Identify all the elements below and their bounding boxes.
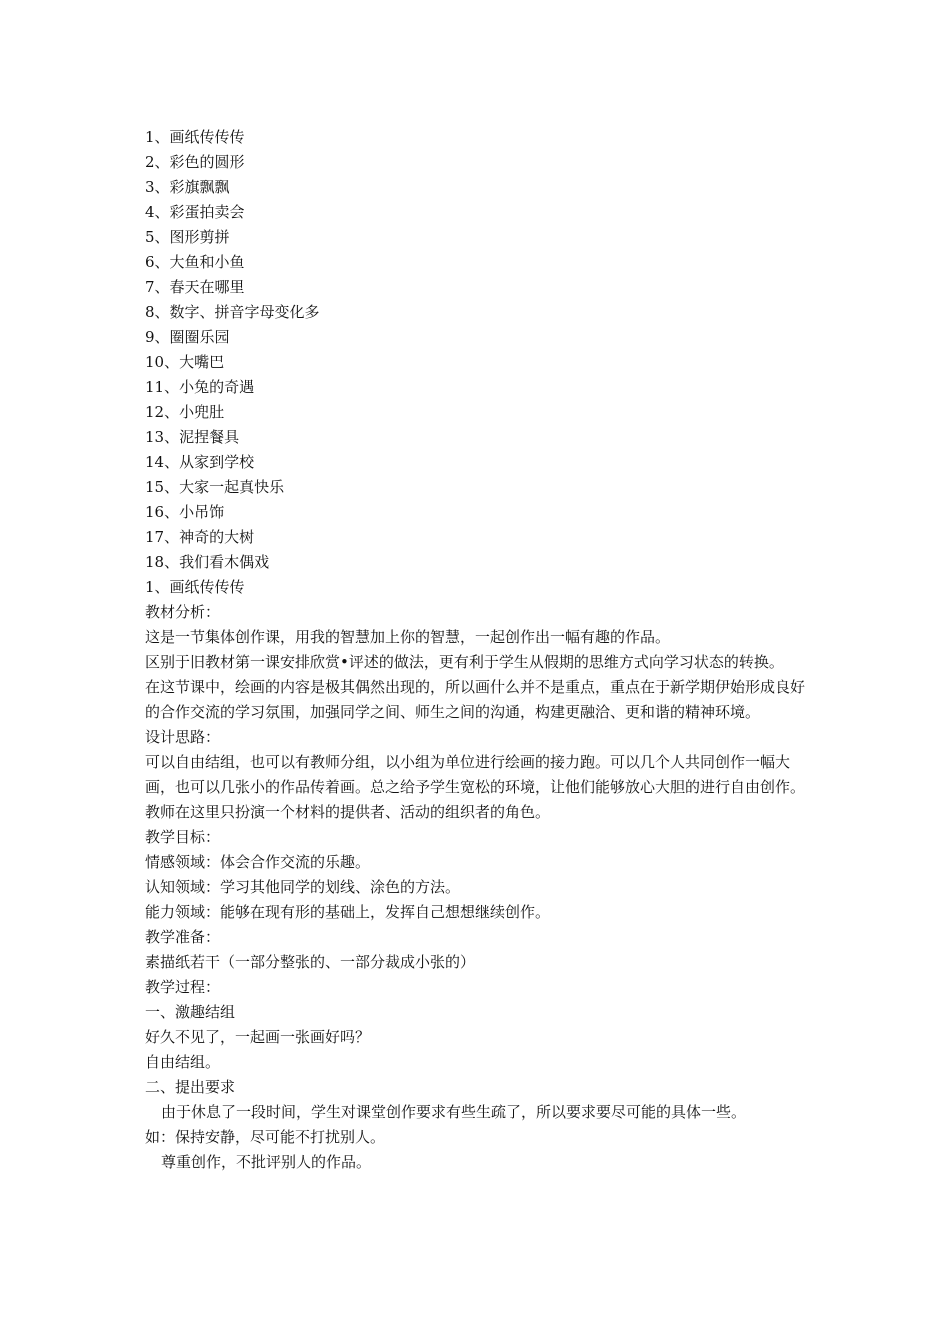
prep-item: 素描纸若干（一部分整张的、一部分裁成小张的） — [145, 953, 476, 971]
step-heading: 二、提出要求 — [145, 1078, 236, 1096]
toc-item: 15、大家一起真快乐 — [145, 478, 285, 496]
analysis-heading: 教材分析： — [145, 603, 221, 621]
lesson-title: 1、画纸传传传 — [145, 578, 245, 596]
goal-ability: 能力领域：能够在现有形的基础上，发挥自己想想继续创作。 — [145, 903, 551, 921]
toc-item: 16、小吊饰 — [145, 503, 225, 521]
toc-item: 5、图形剪拼 — [145, 228, 230, 246]
toc-item: 13、泥捏餐具 — [145, 428, 240, 446]
toc-item: 17、神奇的大树 — [145, 528, 255, 546]
step-line: 尊重创作，不批评别人的作品。 — [161, 1153, 372, 1171]
table-of-contents — [145, 125, 810, 575]
toc-item: 6、大鱼和小鱼 — [145, 253, 245, 271]
toc-item: 3、彩旗飘飘 — [145, 178, 230, 196]
toc-item: 11、小兔的奇遇 — [145, 378, 255, 396]
analysis-paragraph: 在这节课中，绘画的内容是极其偶然出现的，所以画什么并不是重点，重点在于新学期伊始形成良好的合作交流的学习氛围，加强同学之间、师生之间的沟通，构建更融洽、更和谐的精神环境。 — [145, 678, 806, 721]
toc-item: 14、从家到学校 — [145, 453, 255, 471]
analysis-paragraph: 这是一节集体创作课，用我的智慧加上你的智慧，一起创作出一幅有趣的作品。 — [145, 628, 671, 646]
step-paragraph: 由于休息了一段时间，学生对课堂创作要求有些生疏了，所以要求要尽可能的具体一些。 — [161, 1103, 747, 1121]
toc-item: 12、小兜肚 — [145, 403, 225, 421]
lesson-body — [145, 575, 810, 1175]
process-heading: 教学过程： — [145, 978, 221, 996]
toc-item: 1、画纸传传传 — [145, 128, 245, 146]
toc-item: 8、数字、拼音字母变化多 — [145, 303, 320, 321]
goals-heading: 教学目标： — [145, 828, 221, 846]
document-page — [145, 125, 810, 1175]
analysis-paragraph: 区别于旧教材第一课安排欣赏•评述的做法，更有利于学生从假期的思维方式向学习状态的转换。 — [145, 653, 784, 671]
toc-item: 7、春天在哪里 — [145, 278, 245, 296]
step-line: 自由结组。 — [145, 1053, 221, 1071]
prep-heading: 教学准备： — [145, 928, 221, 946]
toc-item: 2、彩色的圆形 — [145, 153, 245, 171]
goal-cognition: 认知领域：学习其他同学的划线、涂色的方法。 — [145, 878, 461, 896]
toc-item: 18、我们看木偶戏 — [145, 553, 270, 571]
step-line: 如：保持安静，尽可能不打扰别人。 — [145, 1128, 386, 1146]
design-heading: 设计思路： — [145, 728, 221, 746]
toc-item: 10、大嘴巴 — [145, 353, 225, 371]
step-heading: 一、激趣结组 — [145, 1003, 236, 1021]
step-line: 好久不见了，一起画一张画好吗？ — [145, 1028, 371, 1046]
design-paragraph: 可以自由结组，也可以有教师分组，以小组为单位进行绘画的接力跑。可以几个人共同创作一幅大画，也可以几张小的作品传着画。总之给予学生宽松的环境，让他们能够放心大胆的进行自由创作。教师在这里只扮演一个材料的提供者、活动的组织者的角色。 — [145, 753, 806, 821]
toc-item: 9、圈圈乐园 — [145, 328, 230, 346]
goal-emotion: 情感领域：体会合作交流的乐趣。 — [145, 853, 371, 871]
toc-item: 4、彩蛋拍卖会 — [145, 203, 245, 221]
